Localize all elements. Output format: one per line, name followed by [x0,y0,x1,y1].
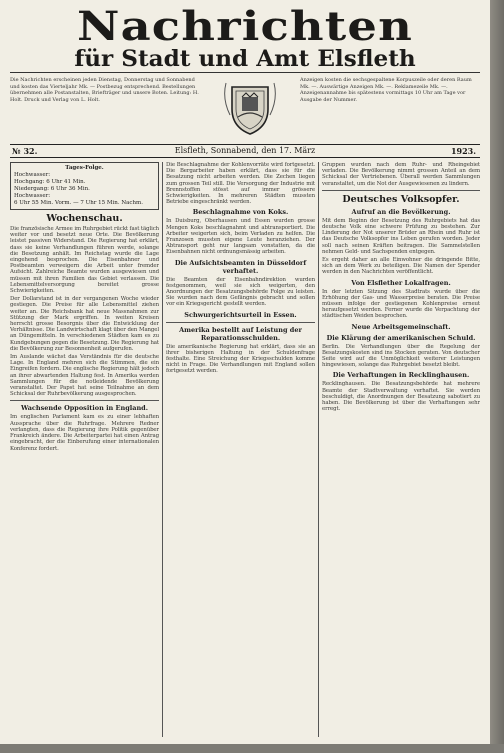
tide-table-heading: Tages-Folge. [65,165,104,171]
section-rule [322,190,480,191]
advertising-info: Anzeigen kosten die sechsgespaltene Korpuszeile oder deren Raum Mk. —. Auswärtige Anzeigen Mk. —. Reklamezeile Mk. —. Anzeigenannahme bis spätestens vormittags 10 Uhr am Tage vor Ausgabe der Nummer. [300,77,472,103]
article-heading: Wachsende Opposition in England. [20,404,148,413]
article-paragraph: Die französische Armee im Ruhrgebiet rückt fast täglich weiter vor und besetzt neue Orte. Die Bevölkerung leistet passiven Widerstand. Die Regierung hat erklärt, dass sie keine Verhandlungen führen werde, solange die Besetzung anhält. Im Reichstag wurde die Lage eingehend besprochen. Die Eisenbahner und Postbeamten verweigern die Arbeit unter fremder Aufsicht. Zahlreiche Beamte wurden ausgewiesen und müssen mit ihren Familien das Gebiet verlassen. Die Lebensmittelversorgung bereitet grosse Schwierigkeiten. [10,226,159,295]
tide-table [10,162,159,210]
article-heading: Wochenschau. [46,213,123,224]
article-heading: Die Klärung der amerikanischen Schuld. [326,333,476,342]
column-3 [322,162,480,737]
issue-year: 1923. [450,146,476,156]
article-heading: Die Aufsichtsbeamten in Düsseldorf verhaftet. [174,258,307,275]
article-heading: Amerika bestellt auf Leistung der Reparationsschulden. [179,325,302,342]
issue-number: № 32. [12,146,38,156]
section-rule [10,400,159,401]
article-paragraph: In Duisburg, Oberhausen und Essen wurden grosse Mengen Koks beschlagnahmt und abtransportiert. Die Arbeiter weigerten sich, beim Verladen zu helfen. Die Franzosen mussten eigene Leute heranziehen. Der Abtransport geht nur langsam vonstatten, da die Eisenbahnen nicht ordnungsmässig arbeiten. [166,218,315,256]
tide-line: Hochwasser: [14,172,51,178]
article-paragraph: Der Dollarstand ist in der vergangenen Woche wieder gestiegen. Die Preise für alle Lebensmittel ziehen weiter an. Die Reichsbank hat neue Massnahmen zur Stützung der Mark ergriffen. In weiten Kreisen herrscht grosse Besorgnis über die Entwicklung der Verhältnisse. Die Landwirtschaft klagt über den Mangel an Düngemitteln. In verschiedenen Städten kam es zu Kundgebungen gegen die Besetzung. Die Regierung hat die Bevölkerung zur Besonnenheit aufgerufen. [10,296,159,352]
tide-line: 6 Uhr 55 Min. Vorm. — 7 Uhr 15 Min. Nachm. [14,200,144,206]
section-rule [166,322,315,323]
article-paragraph: Die Beschlagnahme der Kohlenvorräte wird fortgesetzt. Die Bergarbeiter haben erklärt, dass sie für die Besatzung nicht arbeiten werden. Die Zechen liegen zum grossen Teil still. Die Versorgung der Industrie mit Brennstoffen stösst auf immer grössere Schwierigkeiten. In mehreren Städten mussten Betriebe eingeschränkt werden. [166,162,315,206]
newspaper-subtitle: für Stadt und Amt Elsfleth [74,46,416,72]
article-heading: Deutsches Volksopfer. [342,193,460,205]
article-heading: Aufruf an die Bevölkerung. [351,207,451,216]
article-paragraph: Die Beamten der Eisenbahndirektion wurden festgenommen, weil sie sich weigerten, den Anordnungen der Besatzungsbehörde Folge zu leisten. Sie wurden nach dem Gefängnis gebracht und sollen vor ein Kriegsgericht gestellt werden. [166,276,315,308]
issue-date: Elsfleth, Sonnabend, den 17. März [174,146,316,155]
article-paragraph: Im Auslande wächst das Verständnis für die deutsche Lage. In England mehren sich die Stimmen, die ein Eingreifen fordern. Die englische Regierung hält jedoch an ihrer abwartenden Haltung fest. In Amerika werden Sammlungen für die notleidende Bevölkerung veranstaltet. Der Papst hat seine Teilnahme an dem Schicksal der Ruhrbevölkerung ausgesprochen. [10,354,159,398]
masthead [10,3,480,72]
article-paragraph: Recklinghausen. Die Besatzungsbehörde hat mehrere Beamte der Stadtverwaltung verhaftet. Sie werden beschuldigt, die Anordnungen der Besatzung sabotiert zu haben. Die Bevölkerung ist über die Verhaftungen sehr erregt. [322,381,480,413]
column-2 [166,162,315,737]
article-heading: Die Verhaftungen in Recklinghausen. [332,371,470,380]
scan-border [490,0,504,753]
article-heading: Beschlagnahme von Koks. [192,208,289,217]
tide-line: Hochgang: 6 Uhr 41 Min. [14,179,86,185]
article-paragraph: Berlin. Die Verhandlungen über die Regelung der Besatzungskosten sind ins Stocken geraten. Von deutscher Seite wird auf die Unmöglichkeit weiterer Leistungen hingewiesen, solange das Ruhrgebiet besetzt bleibt. [322,343,480,369]
article-paragraph: Im englischen Parlament kam es zu einer lebhaften Aussprache über die Ruhrfrage. Mehrere Redner verlangten, dass die Regierung ihre Politik gegenüber Frankreich ändere. Die Arbeiterpartei hat einen Antrag eingebracht, der die Einberufung einer internationalen Konferenz fordert. [10,414,159,452]
tide-line: Niedergang: 6 Uhr 36 Min. [14,186,90,192]
coat-of-arms-icon [218,79,282,137]
article-paragraph: Die amerikanische Regierung hat erklärt, dass sie an ihrer bisherigen Haltung in der Schuldenfrage festhalte. Eine Streichung der Kriegsschulden komme nicht in Frage. Die Verhandlungen mit England sollen fortgesetzt werden. [166,343,315,375]
publication-info [10,72,480,143]
article-heading: Neue Arbeitsgemeinschaft. [351,322,451,331]
subscription-info: Die Nachrichten erscheinen jeden Dienstag, Donnerstag und Sonnabend und kosten das Vierteljahr Mk. — Postbezug entsprechend. Bestellungen übernehmen alle Postanstalten, Briefträger und unsere Boten. Leitung: H. Holt. Druck und Verlag von L. Holt. [10,77,199,103]
scan-border [0,744,504,753]
article-paragraph: In der letzten Sitzung des Stadtrats wurde über die Erhöhung der Gas- und Wasserpreise beraten. Die Preise müssen infolge der gestiegenen Kohlenpreise erneut heraufgesetzt werden. Ferner wurde die Verpachtung der städtischen Weiden besprochen. [322,288,480,320]
column-divider [318,162,319,737]
newspaper-title: Nachrichten [76,3,413,50]
article-heading: Schwurgerichtsurteil in Essen. [184,310,297,319]
column-1 [10,162,159,737]
article-heading: Von Elsflether Lokalfragen. [351,278,451,287]
dateline [10,144,480,158]
column-divider [162,162,163,737]
article-paragraph: Gruppen wurden nach dem Ruhr- und Rheingebiet verladen. Die Bevölkerung nimmt grossen Anteil an dem Schicksal der Vertriebenen. Überall werden Sammlungen veranstaltet, um die Not der Ausgewiesenen zu lindern. [322,162,480,187]
article-paragraph: Es ergeht daher an alle Einwohner die dringende Bitte, sich an dem Werk zu beteiligen. Die Namen der Spender werden in den Nachrichten veröffentlicht. [322,257,480,276]
tide-line: Hochwasser: [14,193,51,199]
article-paragraph: Mit dem Beginn der Besetzung des Ruhrgebiets hat das deutsche Volk eine schwere Prüfung zu bestehen. Zur Linderung der Not unserer Brüder an Rhein und Ruhr ist das Deutsche Volksopfer ins Leben gerufen worden. Jeder soll nach seinen Kräften beitragen. Die Sammelstellen nehmen Geld- und Sachspenden entgegen. [322,217,480,255]
